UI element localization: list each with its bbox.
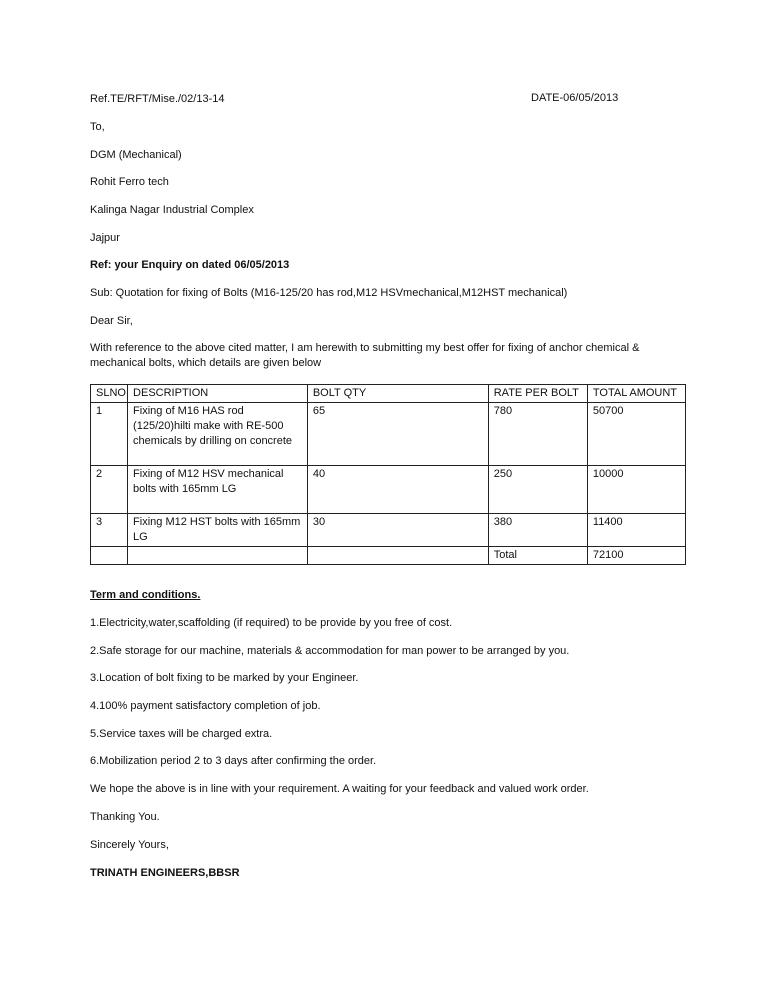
cell-rate: 380 <box>488 514 587 547</box>
terms-heading: Term and conditions. <box>90 589 201 601</box>
salutation: Dear Sir, <box>90 315 133 327</box>
empty-cell <box>128 547 308 565</box>
term-item-3: 3.Location of bolt fixing to be marked by your Engineer. <box>90 672 359 684</box>
cell-amount: 10000 <box>587 466 685 514</box>
header-bolt-qty: BOLT QTY <box>307 385 488 403</box>
cell-qty: 65 <box>307 403 488 466</box>
term-item-5: 5.Service taxes will be charged extra. <box>90 728 273 740</box>
enquiry-reference: Ref: your Enquiry on dated 06/05/2013 <box>90 259 290 271</box>
intro-paragraph: With reference to the above cited matter, I am herewith to submitting my best offer for fixing of anchor chemical & mechanical bolts, which details are given below <box>90 342 640 369</box>
term-item-1: 1.Electricity,water,scaffolding (if required) to be provide by you free of cost. <box>90 617 453 629</box>
term-item-6: 6.Mobilization period 2 to 3 days after confirming the order. <box>90 755 377 767</box>
header-slno: SLNO <box>91 385 128 403</box>
to-label: To, <box>90 121 105 133</box>
address-line-4: Jajpur <box>90 232 120 244</box>
company-name: TRINATH ENGINEERS,BBSR <box>90 867 240 879</box>
header-total-amount: TOTAL AMOUNT <box>587 385 685 403</box>
cell-qty: 40 <box>307 466 488 514</box>
table-header-row <box>91 385 686 403</box>
closing-hope: We hope the above is in line with your requirement. A waiting for your feedback and valued work order. <box>90 783 589 795</box>
table-row <box>91 466 686 514</box>
closing-sincerely: Sincerely Yours, <box>90 839 169 851</box>
quotation-table <box>90 384 686 565</box>
table-total-row <box>91 547 686 565</box>
closing-thanks: Thanking You. <box>90 811 160 823</box>
cell-description: Fixing of M16 HAS rod (125/20)hilti make with RE-500 chemicals by drilling on concrete <box>128 403 308 466</box>
address-line-2: Rohit Ferro tech <box>90 176 169 188</box>
cell-amount: 50700 <box>587 403 685 466</box>
empty-cell <box>307 547 488 565</box>
cell-rate: 780 <box>488 403 587 466</box>
address-line-3: Kalinga Nagar Industrial Complex <box>90 204 254 216</box>
table-row <box>91 403 686 466</box>
cell-slno: 2 <box>91 466 128 514</box>
cell-qty: 30 <box>307 514 488 547</box>
cell-slno: 3 <box>91 514 128 547</box>
cell-description: Fixing of M12 HSV mechanical bolts with 165mm LG <box>128 466 308 514</box>
cell-amount: 11400 <box>587 514 685 547</box>
cell-rate: 250 <box>488 466 587 514</box>
total-value: 72100 <box>587 547 685 565</box>
header-rate: RATE PER BOLT <box>488 385 587 403</box>
term-item-2: 2.Safe storage for our machine, materials & accommodation for man power to be arranged by you. <box>90 645 570 657</box>
table-row <box>91 514 686 547</box>
cell-slno: 1 <box>91 403 128 466</box>
empty-cell <box>91 547 128 565</box>
letter-date: DATE-06/05/2013 <box>531 92 619 104</box>
address-line-1: DGM (Mechanical) <box>90 149 182 161</box>
total-label: Total <box>488 547 587 565</box>
cell-description: Fixing M12 HST bolts with 165mm LG <box>128 514 308 547</box>
subject-line: Sub: Quotation for fixing of Bolts (M16-125/20 has rod,M12 HSVmechanical,M12HST mechanical) <box>90 287 568 299</box>
header-description: DESCRIPTION <box>128 385 308 403</box>
term-item-4: 4.100% payment satisfactory completion of job. <box>90 700 321 712</box>
reference-number: Ref.TE/RFT/Mise./02/13-14 <box>90 93 225 105</box>
